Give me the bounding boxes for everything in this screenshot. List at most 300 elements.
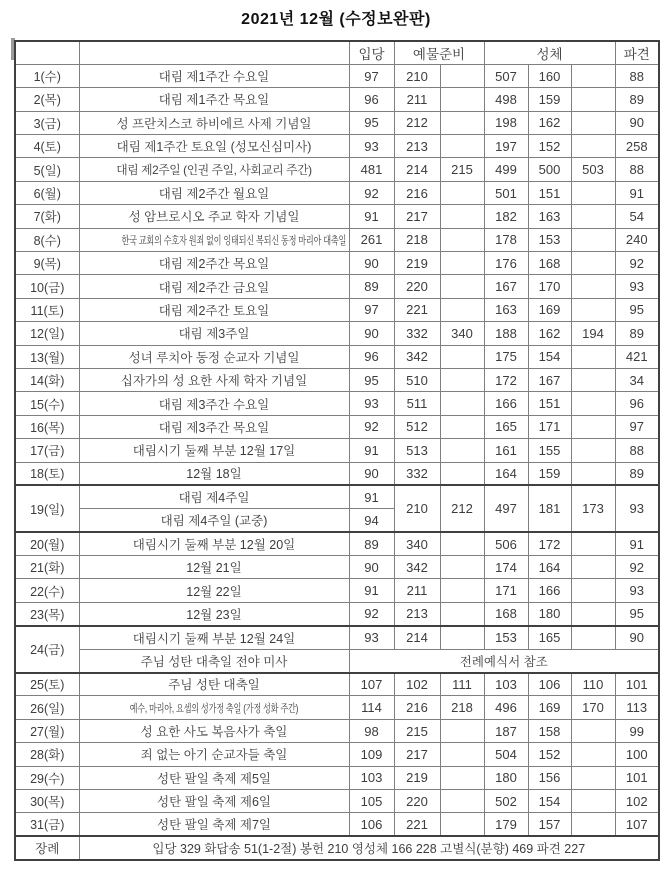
value-cell	[571, 111, 615, 134]
value-cell: 95	[349, 368, 394, 391]
table-row	[15, 649, 659, 672]
value-cell: 215	[440, 158, 484, 181]
value-cell	[571, 392, 615, 415]
value-cell: 168	[484, 602, 528, 625]
value-cell	[440, 298, 484, 321]
value-cell: 106	[528, 673, 571, 696]
table-row	[15, 532, 659, 555]
value-cell: 340	[394, 532, 440, 555]
value-cell: 90	[615, 626, 659, 649]
value-cell	[440, 88, 484, 111]
day-cell: 7(화)	[15, 205, 79, 228]
value-cell	[571, 252, 615, 275]
event-cell: 대림 제2주일 (인권 주일, 사회교리 주간)	[79, 158, 349, 181]
table-row	[15, 181, 659, 204]
value-cell	[571, 345, 615, 368]
value-cell: 340	[440, 322, 484, 345]
header-event-blank	[79, 41, 349, 64]
table-row	[15, 228, 659, 251]
event-cell: 성 요한 사도 복음사가 축일	[79, 719, 349, 742]
value-cell: 92	[349, 602, 394, 625]
value-cell: 93	[615, 275, 659, 298]
value-cell: 88	[615, 64, 659, 87]
value-cell: 220	[394, 790, 440, 813]
table-row	[15, 602, 659, 625]
value-cell: 164	[528, 556, 571, 579]
day-cell: 20(월)	[15, 532, 79, 555]
event-cell: 대림 제2주간 목요일	[79, 252, 349, 275]
value-cell: 92	[615, 556, 659, 579]
value-cell: 54	[615, 205, 659, 228]
value-cell: 170	[528, 275, 571, 298]
value-cell: 176	[484, 252, 528, 275]
value-cell: 211	[394, 579, 440, 602]
day-cell: 16(목)	[15, 415, 79, 438]
value-cell: 106	[349, 813, 394, 836]
value-cell	[440, 602, 484, 625]
value-cell: 506	[484, 532, 528, 555]
value-cell: 498	[484, 88, 528, 111]
value-cell	[571, 532, 615, 555]
value-cell: 212	[440, 485, 484, 532]
column-header-dismissal: 파견	[615, 41, 659, 64]
day-cell: 4(토)	[15, 135, 79, 158]
value-cell: 89	[615, 88, 659, 111]
value-cell: 172	[484, 368, 528, 391]
day-cell: 10(금)	[15, 275, 79, 298]
value-cell: 34	[615, 368, 659, 391]
value-cell: 97	[349, 298, 394, 321]
value-cell	[571, 228, 615, 251]
table-row	[15, 813, 659, 836]
table-row	[15, 392, 659, 415]
value-cell: 161	[484, 439, 528, 462]
value-cell: 96	[349, 345, 394, 368]
value-cell: 175	[484, 345, 528, 368]
value-cell: 213	[394, 602, 440, 625]
value-cell: 170	[571, 696, 615, 719]
value-cell	[571, 88, 615, 111]
value-cell: 155	[528, 439, 571, 462]
value-cell: 219	[394, 766, 440, 789]
event-cell: 성탄 팔일 축제 제5일	[79, 766, 349, 789]
funeral-row	[15, 836, 659, 859]
value-cell: 217	[394, 205, 440, 228]
day-cell: 13(월)	[15, 345, 79, 368]
value-cell	[440, 111, 484, 134]
day-cell: 6(월)	[15, 181, 79, 204]
event-cell: 대림 제3주간 수요일	[79, 392, 349, 415]
value-cell: 507	[484, 64, 528, 87]
value-cell	[440, 626, 484, 649]
column-header-offertory: 예물준비	[394, 41, 484, 64]
event-cell: 한국 교회의 수호자 원죄 없이 잉태되신 복되신 동정 마리아 대축일	[79, 228, 349, 251]
value-cell: 221	[394, 298, 440, 321]
day-cell: 8(수)	[15, 228, 79, 251]
table-row	[15, 719, 659, 742]
value-cell: 219	[394, 252, 440, 275]
value-cell: 100	[615, 743, 659, 766]
event-cell: 대림 제1주간 토요일 (성모신심미사)	[79, 135, 349, 158]
value-cell	[440, 181, 484, 204]
value-cell: 109	[349, 743, 394, 766]
day-cell: 22(수)	[15, 579, 79, 602]
value-cell: 499	[484, 158, 528, 181]
value-cell	[571, 743, 615, 766]
value-cell: 91	[349, 439, 394, 462]
table-row	[15, 415, 659, 438]
event-cell: 대림 제1주간 수요일	[79, 64, 349, 87]
table-row	[15, 790, 659, 813]
value-cell: 153	[528, 228, 571, 251]
value-cell	[571, 415, 615, 438]
value-cell	[571, 602, 615, 625]
value-cell: 220	[394, 275, 440, 298]
value-cell	[440, 252, 484, 275]
event-cell: 십자가의 성 요한 사제 학자 기념일	[79, 368, 349, 391]
table-row	[15, 158, 659, 181]
value-cell: 169	[528, 696, 571, 719]
event-cell: 대림 제3주일	[79, 322, 349, 345]
value-cell: 90	[615, 111, 659, 134]
value-cell: 174	[484, 556, 528, 579]
value-cell: 93	[349, 135, 394, 158]
value-cell: 97	[349, 64, 394, 87]
event-cell: 대림 제1주간 목요일	[79, 88, 349, 111]
value-cell: 158	[528, 719, 571, 742]
value-cell: 162	[528, 111, 571, 134]
value-cell: 181	[528, 485, 571, 532]
value-cell	[571, 205, 615, 228]
value-cell: 214	[394, 626, 440, 649]
day-cell: 31(금)	[15, 813, 79, 836]
value-cell: 88	[615, 439, 659, 462]
value-cell: 342	[394, 345, 440, 368]
table-row	[15, 743, 659, 766]
value-cell: 91	[615, 532, 659, 555]
value-cell: 171	[528, 415, 571, 438]
liturgy-note-cell: 전례예식서 참조	[349, 649, 659, 672]
value-cell: 164	[484, 462, 528, 485]
value-cell: 91	[615, 181, 659, 204]
value-cell	[571, 368, 615, 391]
day-cell: 15(수)	[15, 392, 79, 415]
value-cell	[571, 462, 615, 485]
value-cell: 107	[615, 813, 659, 836]
value-cell	[440, 392, 484, 415]
value-cell: 171	[484, 579, 528, 602]
value-cell: 421	[615, 345, 659, 368]
value-cell: 92	[349, 415, 394, 438]
value-cell: 101	[615, 766, 659, 789]
day-cell: 3(금)	[15, 111, 79, 134]
event-cell: 대림시기 둘째 부분 12월 24일	[79, 626, 349, 649]
value-cell: 102	[615, 790, 659, 813]
value-cell: 93	[615, 485, 659, 532]
value-cell: 496	[484, 696, 528, 719]
value-cell: 103	[484, 673, 528, 696]
value-cell: 212	[394, 111, 440, 134]
value-cell: 96	[615, 392, 659, 415]
value-cell	[571, 626, 615, 649]
value-cell: 95	[615, 602, 659, 625]
event-cell: 성탄 팔일 축제 제6일	[79, 790, 349, 813]
value-cell	[440, 415, 484, 438]
value-cell: 178	[484, 228, 528, 251]
value-cell: 99	[615, 719, 659, 742]
value-cell	[440, 532, 484, 555]
value-cell: 166	[484, 392, 528, 415]
value-cell: 89	[615, 462, 659, 485]
value-cell: 98	[349, 719, 394, 742]
value-cell	[440, 205, 484, 228]
value-cell: 512	[394, 415, 440, 438]
value-cell: 503	[571, 158, 615, 181]
value-cell: 89	[349, 275, 394, 298]
event-cell: 대림 제3주간 목요일	[79, 415, 349, 438]
value-cell: 165	[528, 626, 571, 649]
funeral-label-cell: 장례	[15, 836, 79, 859]
value-cell: 159	[528, 462, 571, 485]
value-cell: 332	[394, 462, 440, 485]
day-cell: 30(목)	[15, 790, 79, 813]
value-cell	[440, 275, 484, 298]
header-row	[15, 41, 659, 64]
value-cell: 198	[484, 111, 528, 134]
value-cell: 96	[349, 88, 394, 111]
day-cell: 23(목)	[15, 602, 79, 625]
event-cell: 대림 제4주일 (교중)	[79, 509, 349, 532]
value-cell: 210	[394, 64, 440, 87]
table-row	[15, 252, 659, 275]
event-cell: 대림 제2주간 금요일	[79, 275, 349, 298]
value-cell: 501	[484, 181, 528, 204]
value-cell: 167	[484, 275, 528, 298]
value-cell	[571, 790, 615, 813]
value-cell	[571, 298, 615, 321]
value-cell	[440, 790, 484, 813]
value-cell: 182	[484, 205, 528, 228]
value-cell: 95	[615, 298, 659, 321]
value-cell: 90	[349, 322, 394, 345]
value-cell: 502	[484, 790, 528, 813]
value-cell: 240	[615, 228, 659, 251]
value-cell: 513	[394, 439, 440, 462]
value-cell	[571, 275, 615, 298]
value-cell: 481	[349, 158, 394, 181]
event-cell: 12월 23일	[79, 602, 349, 625]
value-cell: 188	[484, 322, 528, 345]
value-cell: 213	[394, 135, 440, 158]
event-cell: 주님 성탄 대축일 전야 미사	[79, 649, 349, 672]
event-cell: 12월 18일	[79, 462, 349, 485]
value-cell	[440, 135, 484, 158]
day-cell: 11(토)	[15, 298, 79, 321]
value-cell: 94	[349, 509, 394, 532]
value-cell: 197	[484, 135, 528, 158]
value-cell: 258	[615, 135, 659, 158]
value-cell: 216	[394, 696, 440, 719]
value-cell	[440, 556, 484, 579]
table-row	[15, 696, 659, 719]
value-cell: 167	[528, 368, 571, 391]
day-cell: 17(금)	[15, 439, 79, 462]
value-cell: 342	[394, 556, 440, 579]
value-cell: 107	[349, 673, 394, 696]
table-row	[15, 88, 659, 111]
value-cell: 154	[528, 345, 571, 368]
value-cell	[571, 579, 615, 602]
value-cell: 510	[394, 368, 440, 391]
value-cell: 114	[349, 696, 394, 719]
value-cell: 88	[615, 158, 659, 181]
value-cell: 180	[484, 766, 528, 789]
value-cell: 97	[615, 415, 659, 438]
value-cell: 210	[394, 485, 440, 532]
table-row	[15, 626, 659, 649]
value-cell: 163	[528, 205, 571, 228]
day-cell: 5(일)	[15, 158, 79, 181]
value-cell: 218	[440, 696, 484, 719]
day-cell: 2(목)	[15, 88, 79, 111]
page-title: 2021년 12월 (수정보완판)	[241, 11, 431, 28]
table-row	[15, 298, 659, 321]
value-cell: 156	[528, 766, 571, 789]
value-cell	[571, 556, 615, 579]
value-cell: 180	[528, 602, 571, 625]
value-cell: 504	[484, 743, 528, 766]
table-row	[15, 322, 659, 345]
value-cell: 113	[615, 696, 659, 719]
value-cell: 497	[484, 485, 528, 532]
day-cell: 1(수)	[15, 64, 79, 87]
value-cell: 91	[349, 579, 394, 602]
value-cell: 168	[528, 252, 571, 275]
value-cell: 110	[571, 673, 615, 696]
event-cell: 12월 21일	[79, 556, 349, 579]
table-row	[15, 556, 659, 579]
event-cell: 성 암브로시오 주교 학자 기념일	[79, 205, 349, 228]
day-cell: 25(토)	[15, 673, 79, 696]
value-cell: 261	[349, 228, 394, 251]
value-cell: 159	[528, 88, 571, 111]
value-cell: 90	[349, 252, 394, 275]
table-row	[15, 345, 659, 368]
value-cell: 162	[528, 322, 571, 345]
value-cell: 157	[528, 813, 571, 836]
day-cell: 14(화)	[15, 368, 79, 391]
value-cell: 152	[528, 135, 571, 158]
value-cell: 165	[484, 415, 528, 438]
value-cell: 151	[528, 392, 571, 415]
value-cell: 216	[394, 181, 440, 204]
column-header-entrance: 입당	[349, 41, 394, 64]
value-cell: 166	[528, 579, 571, 602]
value-cell: 93	[349, 392, 394, 415]
value-cell	[440, 439, 484, 462]
value-cell	[440, 719, 484, 742]
value-cell: 215	[394, 719, 440, 742]
day-cell: 24(금)	[15, 626, 79, 673]
table-row	[15, 766, 659, 789]
value-cell	[440, 64, 484, 87]
value-cell: 89	[349, 532, 394, 555]
table-row	[15, 111, 659, 134]
event-cell: 죄 없는 아기 순교자들 축일	[79, 743, 349, 766]
value-cell: 154	[528, 790, 571, 813]
value-cell: 90	[349, 556, 394, 579]
value-cell: 500	[528, 158, 571, 181]
day-cell: 29(수)	[15, 766, 79, 789]
value-cell	[440, 462, 484, 485]
table-row	[15, 205, 659, 228]
value-cell: 511	[394, 392, 440, 415]
value-cell: 103	[349, 766, 394, 789]
event-cell: 대림 제2주간 월요일	[79, 181, 349, 204]
event-cell: 대림시기 둘째 부분 12월 20일	[79, 532, 349, 555]
value-cell: 151	[528, 181, 571, 204]
event-cell: 12월 22일	[79, 579, 349, 602]
value-cell: 152	[528, 743, 571, 766]
value-cell	[440, 368, 484, 391]
table-row	[15, 135, 659, 158]
value-cell: 160	[528, 64, 571, 87]
event-cell: 대림 제4주일	[79, 485, 349, 508]
value-cell	[440, 345, 484, 368]
value-cell	[571, 439, 615, 462]
value-cell	[440, 766, 484, 789]
table-row	[15, 462, 659, 485]
value-cell: 211	[394, 88, 440, 111]
day-cell: 19(일)	[15, 485, 79, 532]
value-cell	[571, 181, 615, 204]
event-cell: 주님 성탄 대축일	[79, 673, 349, 696]
value-cell: 172	[528, 532, 571, 555]
day-cell: 18(토)	[15, 462, 79, 485]
value-cell	[440, 743, 484, 766]
value-cell: 179	[484, 813, 528, 836]
value-cell: 102	[394, 673, 440, 696]
day-cell: 9(목)	[15, 252, 79, 275]
funeral-text-cell: 입당 329 화답송 51(1-2절) 봉헌 210 영성체 166 228 고별식(분향) 469 파견 227	[79, 836, 659, 859]
day-cell: 27(월)	[15, 719, 79, 742]
event-cell: 대림시기 둘째 부분 12월 17일	[79, 439, 349, 462]
value-cell: 153	[484, 626, 528, 649]
value-cell: 194	[571, 322, 615, 345]
value-cell: 95	[349, 111, 394, 134]
value-cell: 89	[615, 322, 659, 345]
table-row	[15, 275, 659, 298]
value-cell: 90	[349, 462, 394, 485]
value-cell: 92	[615, 252, 659, 275]
event-cell: 대림 제2주간 토요일	[79, 298, 349, 321]
header-day-blank	[15, 41, 79, 64]
event-cell: 성녀 루치아 동정 순교자 기념일	[79, 345, 349, 368]
value-cell: 93	[349, 626, 394, 649]
day-cell: 21(화)	[15, 556, 79, 579]
table-row	[15, 673, 659, 696]
event-cell: 성 프란치스코 하비에르 사제 기념일	[79, 111, 349, 134]
table-row	[15, 485, 659, 508]
value-cell	[440, 813, 484, 836]
value-cell: 111	[440, 673, 484, 696]
value-cell: 217	[394, 743, 440, 766]
value-cell	[571, 719, 615, 742]
table-row	[15, 368, 659, 391]
column-header-communion: 성체	[484, 41, 615, 64]
value-cell: 187	[484, 719, 528, 742]
table-row	[15, 64, 659, 87]
